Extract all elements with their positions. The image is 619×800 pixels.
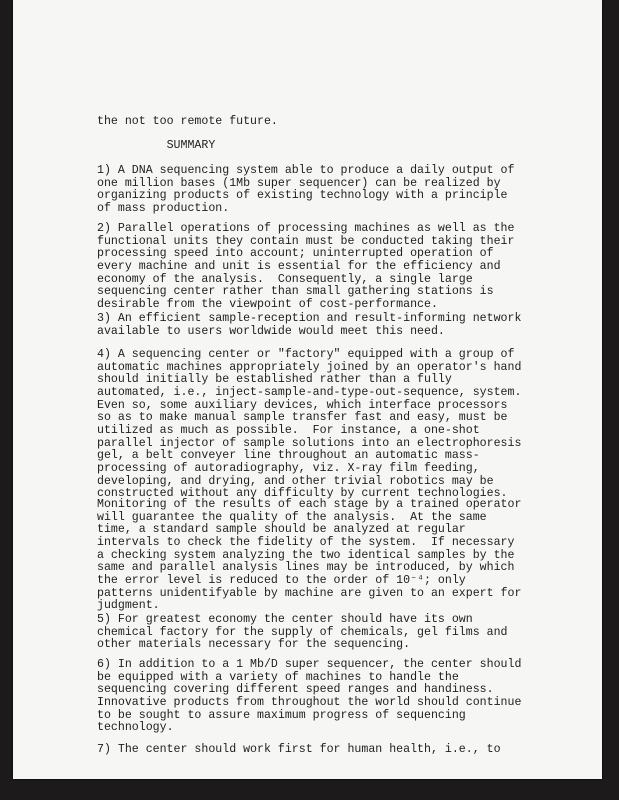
text-line: Monitoring of the results of each stage by a trained operator	[97, 498, 522, 511]
text-line: patterns unidentifyable by machine are given to an expert for	[97, 586, 522, 600]
text-line: Innovative products from throughout the world should continue	[97, 695, 522, 709]
text-line: technology.	[97, 721, 174, 735]
text-line: a checking system analyzing the two identical samples by the	[97, 548, 515, 562]
text-line: economy of the analysis. Consequently, a single large	[97, 272, 473, 286]
text-line: chemical factory for the supply of chemicals, gel films and	[97, 625, 508, 639]
text-line: functional units they contain must be conducted taking their	[97, 234, 515, 248]
text-line: will guarantee the quality of the analysis. At the same	[97, 510, 487, 524]
text-line: sequencing covering different speed ranges and handiness.	[97, 683, 494, 697]
paragraph-4	[97, 349, 521, 501]
text-line: desirable from the viewpoint of cost-performance.	[97, 297, 438, 311]
text-line: of mass production.	[97, 201, 230, 215]
text-line: organizing products of existing technology with a principle	[97, 189, 508, 203]
text-line: intervals to check the fidelity of the system. If necessary	[97, 535, 515, 549]
text-line: 7) The center should work first for human health, i.e., to	[97, 743, 501, 756]
text-line: every machine and unit is essential for the efficiency and	[97, 259, 501, 273]
paragraph-5	[97, 614, 508, 652]
text-line: gel, a belt conveyer line throughout an automatic mass-	[97, 449, 480, 463]
intro-tail	[97, 116, 278, 129]
text-line: 6) In addition to a 1 Mb/D super sequencer, the center should	[97, 658, 522, 671]
text-line: processing of autoradiography, viz. X-ray film feeding,	[97, 461, 480, 475]
text-line: be equipped with a variety of machines to handle the	[97, 670, 459, 684]
text-line: constructed without any difficulty by current technologies.	[97, 487, 508, 501]
text-line: automated, i.e., inject-sample-and-type-out-sequence, system.	[97, 385, 522, 399]
text-line: judgment.	[97, 599, 160, 613]
text-line: 3) An efficient sample-reception and result-informing network	[97, 312, 522, 325]
text-line: automatic machines appropriately joined by an operator's hand	[97, 360, 522, 374]
paragraph-1	[97, 165, 514, 216]
text-line: to be sought to assure maximum progress of sequencing	[97, 708, 466, 722]
text-line: 5) For greatest economy the center should have its own	[97, 613, 473, 626]
paragraph-2	[97, 223, 514, 312]
text-line: 1) A DNA sequencing system able to produce a daily output of	[97, 164, 515, 177]
text-line: the error level is reduced to the order of 10⁻⁴; only	[97, 573, 466, 587]
text-line: time, a standard sample should be analyzed at regular	[97, 523, 466, 537]
text-line: SUMMARY	[97, 139, 216, 152]
summary-heading	[97, 140, 215, 153]
paragraph-7	[97, 744, 501, 757]
text-line: processing speed into account; uninterrupted operation of	[97, 247, 494, 261]
text-line: other materials necessary for the sequencing.	[97, 638, 411, 652]
text-line: utilized as much as possible. For instance, a one-shot	[97, 423, 480, 437]
text-line: same and parallel analysis lines may be introduced, by which	[97, 561, 515, 575]
text-line: developing, and drying, and other trivial robotics may be	[97, 474, 494, 488]
text-line: parallel injector of sample solutions into an electrophoresis	[97, 436, 522, 450]
document-page	[13, 0, 602, 779]
text-line: 4) A sequencing center or "factory" equipped with a group of	[97, 348, 515, 361]
text-line: 2) Parallel operations of processing machines as well as the	[97, 222, 515, 235]
paragraph-6	[97, 659, 521, 735]
text-line: the not too remote future.	[97, 115, 278, 128]
text-line: one million bases (1Mb super sequencer) can be realized by	[97, 176, 501, 190]
text-line: Even so, some auxiliary devices, which interface processors	[97, 398, 508, 412]
text-line: should initially be established rather than a fully	[97, 373, 452, 387]
text-line: so as to make manual sample transfer fast and easy, must be	[97, 411, 508, 425]
paragraph-monitoring	[97, 499, 521, 613]
paragraph-3	[97, 313, 521, 338]
text-line: sequencing center rather than small gathering stations is	[97, 285, 494, 299]
text-line: available to users worldwide would meet this need.	[97, 324, 445, 338]
